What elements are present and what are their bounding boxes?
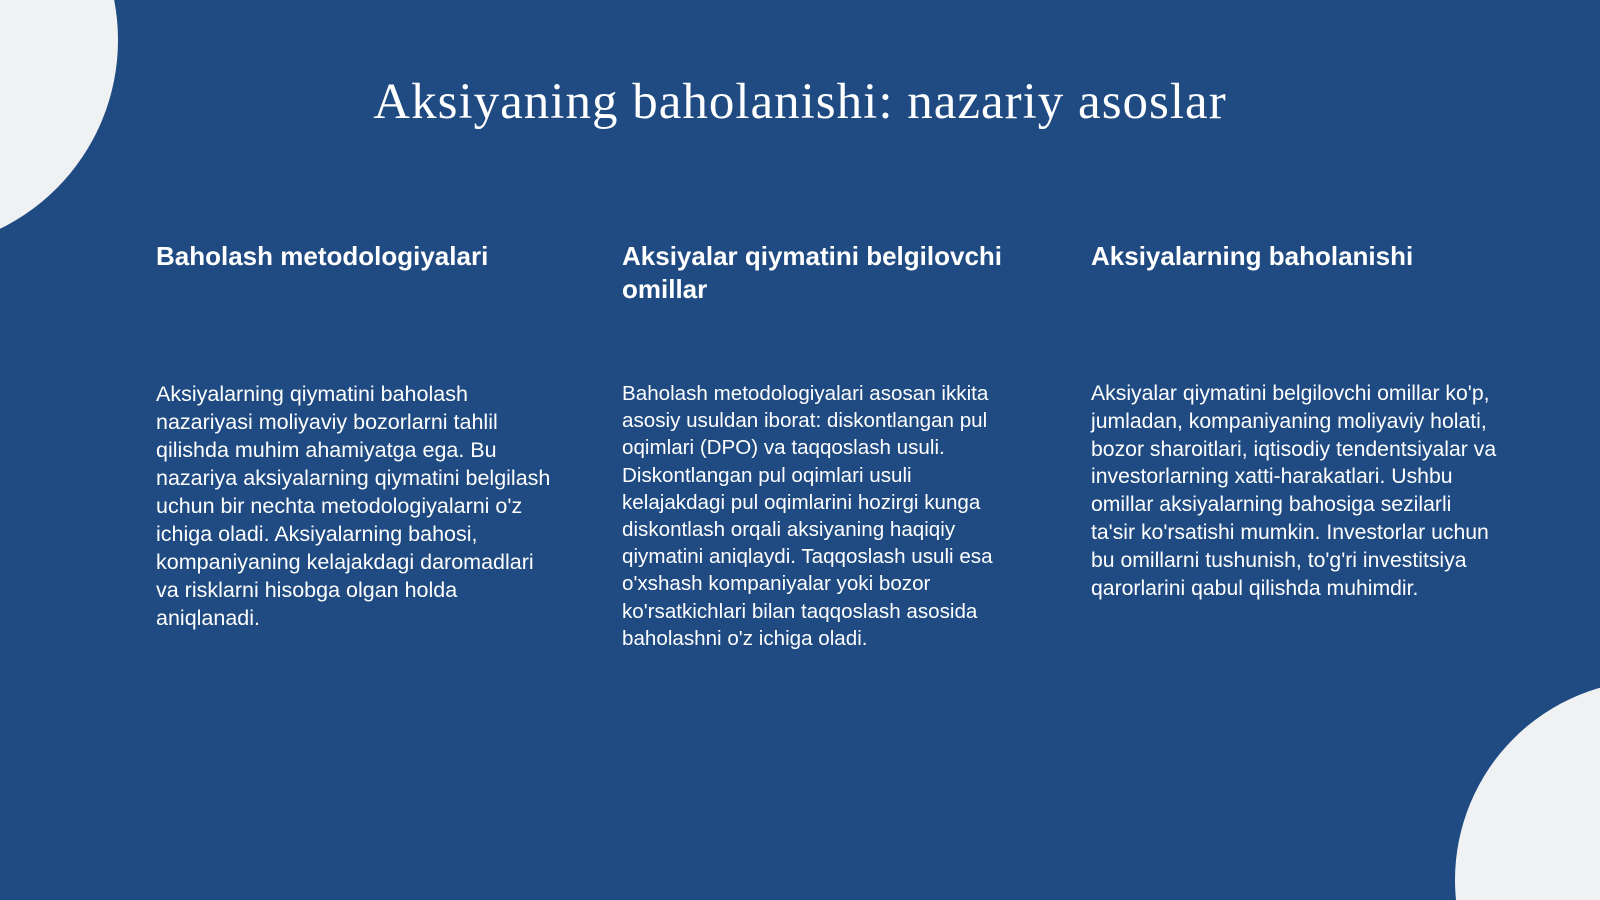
content-column-valuation (1091, 240, 1501, 602)
column-body-text: Baholash metodologiyalari asosan ikkita asosiy usuldan iborat: diskontlangan pul oqimlari (DPO) va taqqoslash usuli. Diskontlangan pul oqimlari usuli kelajakdagi pul oqimlarini hozirgi kunga diskontlash orqali aksiyaning haqiqiy qiymatini aniqlaydi. Taqqoslash usuli esa o'xshash kompaniyalar yoki bozor ko'rsatkichlari bilan taqqoslash asosida baholashni o'z ichiga oladi. (622, 382, 993, 650)
column-heading: Baholash metodologiyalari (156, 241, 489, 271)
column-heading: Aksiyalarning baholanishi (1091, 241, 1414, 271)
content-column-methodologies (156, 240, 556, 632)
column-heading: Aksiyalar qiymatini belgilovchi omillar (622, 241, 1003, 304)
decorative-circle-bottom-right (1455, 680, 1600, 900)
column-body-text: Aksiyalar qiymatini belgilovchi omillar ko'p, jumladan, kompaniyaning moliyaviy holati, bozor sharoitlari, iqtisodiy tendentsiyalar va investorlarning xatti-harakatlari. Ushbu omillar aksiyalarning bahosiga sezilarli ta'sir ko'rsatishi mumkin. Investorlar uchun bu omillarni tushunish, to'g'ri investitsiya qarorlarini qabul qilishda muhimdir. (1091, 382, 1497, 600)
slide-title: Aksiyaning baholanishi: nazariy asoslar (373, 74, 1227, 130)
column-body-text: Aksiyalarning qiymatini baholash nazariyasi moliyaviy bozorlarni tahlil qilishda muhim ahamiyatga ega. Bu nazariya aksiyalarning qiymatini belgilash uchun bir nechta metodologiyalarni o'z ichiga oladi. Aksiyalarning bahosi, kompaniyaning kelajakdagi daromadlari va risklarni hisobga olgan holda aniqlanadi. (156, 382, 551, 630)
content-column-factors (622, 240, 1017, 652)
